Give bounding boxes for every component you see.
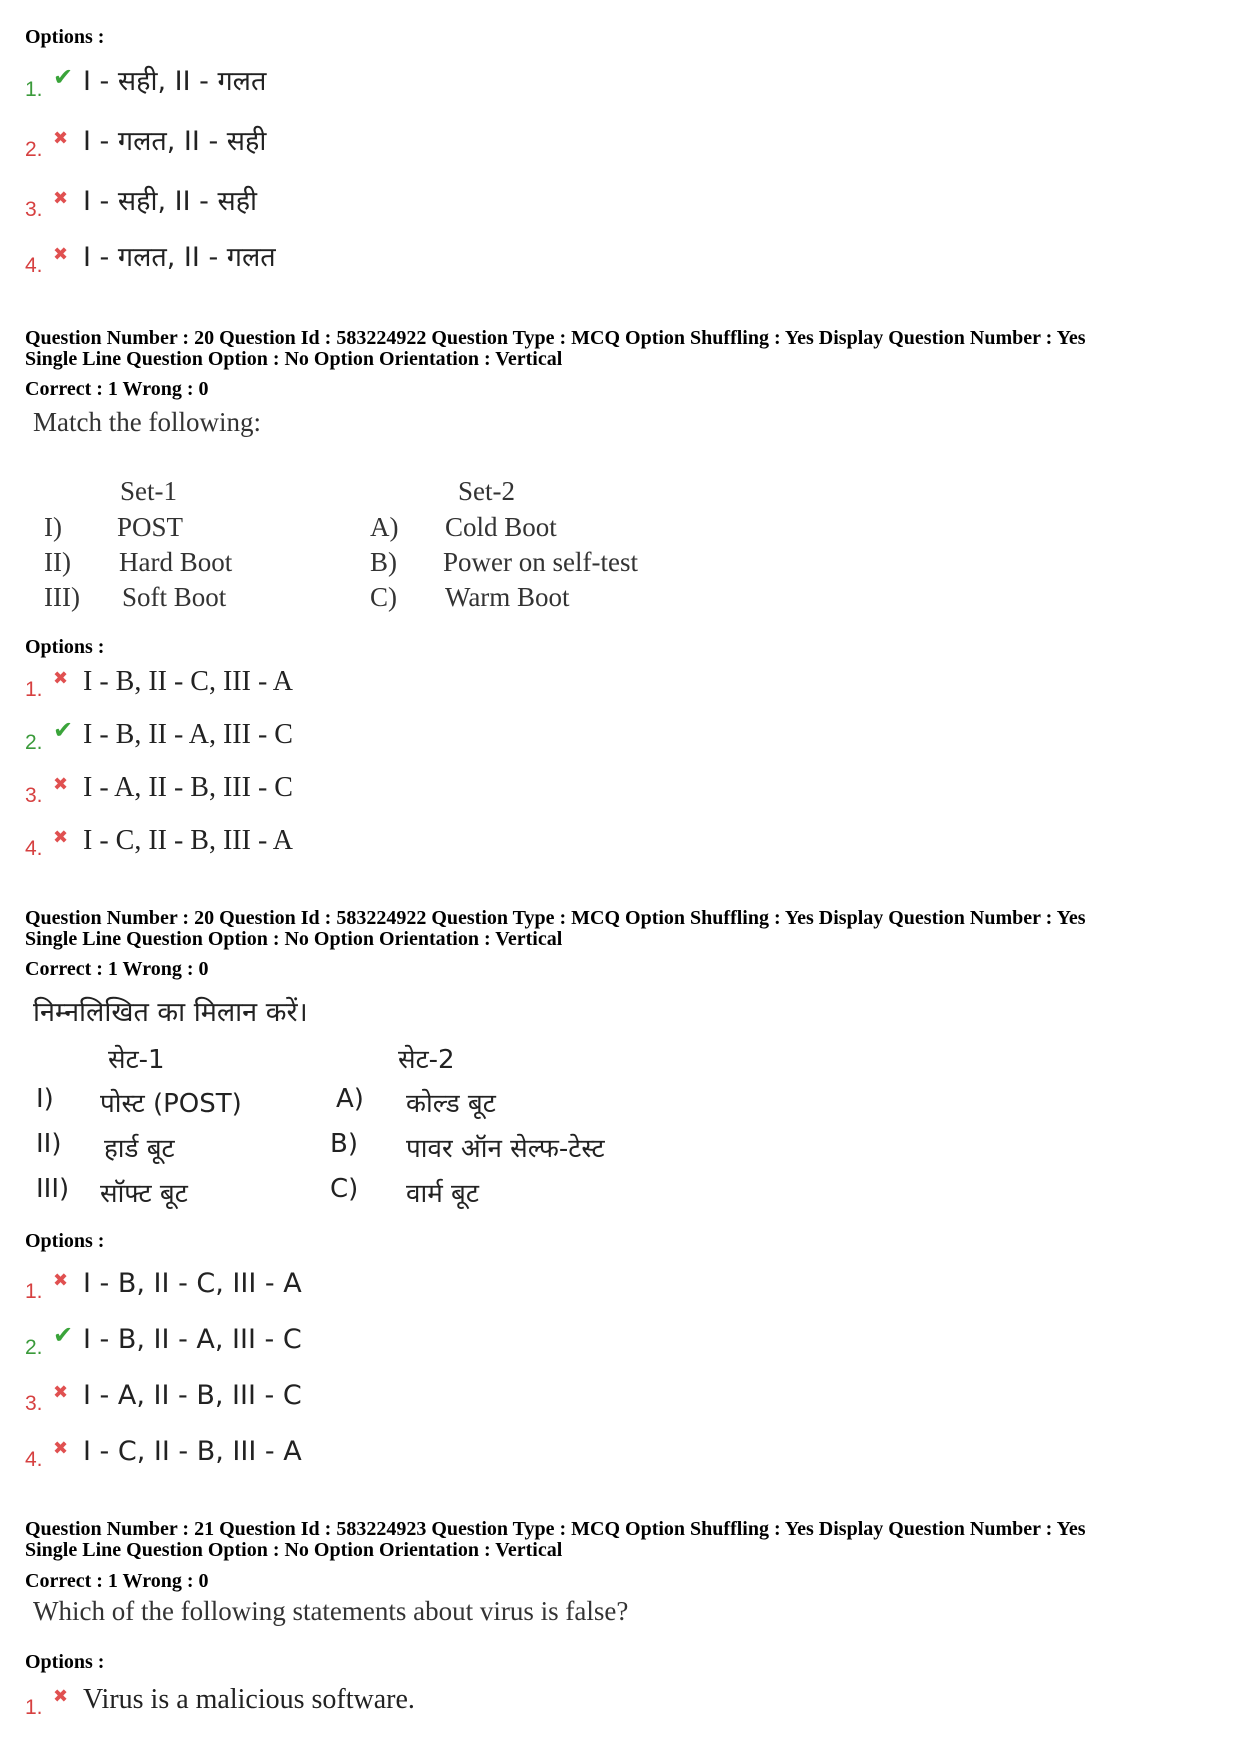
question-meta-line: Question Number : 20 Question Id : 583224922 Question Type : MCQ Option Shuffling : Yes Display Question Number : Yes (25, 327, 1086, 349)
set2-item: पावर ऑन सेल्फ-टेस्ट (406, 1134, 605, 1164)
question-meta-line: Single Line Question Option : No Option Orientation : Vertical (25, 348, 563, 370)
question-meta (25, 1519, 1085, 1561)
cross-icon: ✖ (53, 128, 69, 148)
cross-icon: ✖ (53, 188, 69, 208)
set2-item: कोल्ड बूट (406, 1089, 496, 1119)
set2-item: वार्म बूट (406, 1179, 479, 1209)
set1-item: POST (117, 512, 184, 542)
set2-item: Power on self-test (443, 547, 638, 577)
question-meta-line: Single Line Question Option : No Option Orientation : Vertical (25, 928, 563, 950)
set2-item: Warm Boot (445, 582, 570, 612)
option-number: 3. (25, 198, 43, 221)
set2-item: Cold Boot (445, 512, 557, 542)
check-icon: ✔ (53, 65, 74, 91)
cross-icon: ✖ (53, 1686, 69, 1706)
options-label: Options : (25, 1651, 105, 1673)
row-label: I) (44, 512, 62, 542)
set1-header: सेट-1 (108, 1045, 165, 1075)
cross-icon: ✖ (53, 827, 69, 847)
set1-item: Hard Boot (119, 547, 233, 577)
cross-icon: ✖ (53, 244, 69, 264)
check-icon: ✔ (53, 718, 74, 744)
option-text: I - A, II - B, III - C (83, 1380, 302, 1411)
option-item (25, 1302, 302, 1358)
option-number: 1. (25, 678, 43, 701)
question-meta-line: Single Line Question Option : No Option Orientation : Vertical (25, 1539, 563, 1561)
marks-info: Correct : 1 Wrong : 0 (25, 958, 209, 980)
option-item (25, 56, 276, 100)
options-label: Options : (25, 26, 105, 48)
option-number: 1. (25, 1280, 43, 1303)
option-item (25, 1252, 302, 1302)
marks-info: Correct : 1 Wrong : 0 (25, 1570, 209, 1592)
marks-info: Correct : 1 Wrong : 0 (25, 378, 209, 400)
option-item (25, 1672, 415, 1718)
match-table (0, 1040, 800, 1210)
option-item (25, 1358, 302, 1414)
option-number: 2. (25, 731, 43, 754)
question-meta-line: Question Number : 21 Question Id : 583224923 Question Type : MCQ Option Shuffling : Yes Display Question Number : Yes (25, 1518, 1086, 1540)
set1-item: सॉफ्ट बूट (100, 1179, 188, 1209)
set1-item: हार्ड बूट (104, 1134, 175, 1164)
option-number: 4. (25, 837, 43, 860)
option-list (25, 1672, 415, 1718)
option-text: I - B, II - C, III - A (83, 1268, 302, 1299)
option-number: 1. (25, 1696, 43, 1719)
row-label: B) (330, 1129, 358, 1159)
option-item (25, 100, 276, 160)
option-number: 2. (25, 1336, 43, 1359)
options-label: Options : (25, 1230, 105, 1252)
question-meta-line: Question Number : 20 Question Id : 583224922 Question Type : MCQ Option Shuffling : Yes Display Question Number : Yes (25, 907, 1086, 929)
cross-icon: ✖ (53, 668, 69, 688)
option-number: 3. (25, 1392, 43, 1415)
option-number: 4. (25, 254, 43, 277)
row-label: C) (370, 582, 397, 612)
row-label: I) (36, 1084, 54, 1114)
option-text: I - गलत, II - गलत (83, 242, 276, 273)
cross-icon: ✖ (53, 774, 69, 794)
row-label: II) (44, 547, 71, 577)
row-label: A) (336, 1084, 364, 1114)
option-text: I - B, II - A, III - C (83, 719, 293, 750)
option-text: I - C, II - B, III - A (83, 1436, 302, 1467)
set1-item: Soft Boot (122, 582, 227, 612)
option-text: I - A, II - B, III - C (83, 772, 293, 803)
cross-icon: ✖ (53, 1382, 69, 1402)
check-icon: ✔ (53, 1323, 74, 1349)
option-item (25, 656, 293, 700)
question-stem: Match the following: (33, 407, 261, 437)
option-text: I - गलत, II - सही (83, 126, 267, 157)
set1-header: Set-1 (120, 476, 177, 506)
row-label: III) (44, 582, 80, 612)
question-meta (25, 908, 1085, 950)
question-stem: Which of the following statements about virus is false? (33, 1596, 629, 1626)
row-label: A) (370, 512, 399, 542)
cross-icon: ✖ (53, 1270, 69, 1290)
set1-item: पोस्ट (POST) (100, 1089, 242, 1119)
option-list (25, 1252, 302, 1470)
option-item (25, 700, 293, 753)
option-item (25, 160, 276, 220)
question-meta (25, 328, 1085, 370)
option-list (25, 56, 276, 276)
row-label: C) (330, 1174, 359, 1204)
cross-icon: ✖ (53, 1438, 69, 1458)
option-text: I - B, II - C, III - A (83, 666, 293, 697)
row-label: III) (36, 1174, 70, 1204)
option-item (25, 1414, 302, 1470)
question-stem: निम्नलिखित का मिलान करें। (33, 997, 308, 1028)
row-label: B) (370, 547, 397, 577)
option-text: I - C, II - B, III - A (83, 825, 293, 856)
option-text: Virus is a malicious software. (83, 1684, 415, 1715)
option-text: I - B, II - A, III - C (83, 1324, 302, 1355)
match-table (0, 476, 800, 626)
option-text: I - सही, II - सही (83, 186, 258, 217)
option-text: I - सही, II - गलत (83, 66, 267, 97)
row-label: II) (36, 1129, 62, 1159)
option-item (25, 753, 293, 806)
option-number: 4. (25, 1448, 43, 1471)
option-item (25, 220, 276, 276)
option-list (25, 656, 293, 859)
set2-header: सेट-2 (398, 1045, 455, 1075)
option-number: 1. (25, 78, 43, 101)
options-label: Options : (25, 636, 105, 658)
set2-header: Set-2 (458, 476, 515, 506)
option-number: 3. (25, 784, 43, 807)
option-number: 2. (25, 138, 43, 161)
option-item (25, 806, 293, 859)
